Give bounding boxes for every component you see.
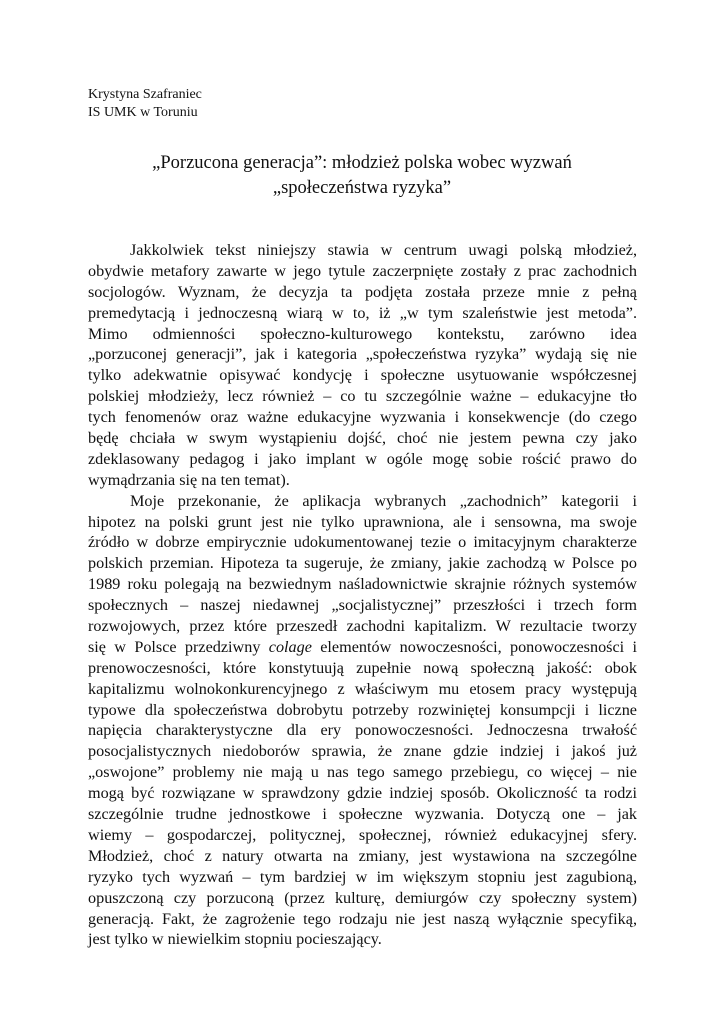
text-line: zdeklasowany pedagog i jako implant w ogóle mogę sobie rościć prawo do [88, 449, 637, 468]
text-line: Mimo odmienności społeczno-kulturowego kontekstu, zarówno idea [88, 324, 637, 343]
text-line: prenowoczesności, które konstytuują zupełnie nową społeczną jakość: obok [88, 658, 637, 677]
text-line: wymądrzania się na ten temat). [88, 470, 290, 489]
title-line-1: „Porzucona generacja”: młodzież polska wobec wyzwań [152, 153, 572, 173]
text-line: tylko adekwatnie opisywać kondycję i społeczne usytuowanie współczesnej [88, 366, 637, 385]
text-line: premedytacją i jednoczesną wiarą w to, iż „w tym szaleństwie jest metoda”. [88, 303, 637, 322]
text-line: Jakkolwiek tekst niniejszy stawia w centrum uwagi polską młodzież, [130, 241, 637, 259]
text-line-with-italic: się w Polsce przedziwny colage elementów nowoczesności, ponowoczesności i [88, 637, 637, 656]
text-line: „oswojone” problemy nie mają u nas tego samego przebiegu, co więcej – nie [88, 763, 637, 782]
text-line: typowe dla społeczeństwa dobrobytu potrzeby rozwiniętej konsumpcji i liczne [88, 700, 637, 719]
text-line: tych fenomenów oraz ważne edukacyjne wyzwania i konsekwencje (do czego [88, 408, 637, 427]
text-line: źródło w dobrze empirycznie udokumentowanej tezie o imitacyjnym charakterze [88, 533, 637, 552]
document-body [88, 240, 637, 950]
author-block [88, 86, 202, 122]
text-line: szczególnie trudne jednostkowe i społeczne wyzwania. Dotyczą one – jak [88, 805, 637, 824]
text-line: 1989 roku polegają na bezwiednym naśladownictwie skrajnie różnych systemów [88, 575, 637, 594]
paragraph-1 [88, 240, 637, 491]
text-line: socjologów. Wyznam, że decyzja ta podjęta została przeze mnie z pełną [88, 282, 637, 301]
text-line: Moje przekonanie, że aplikacja wybranych „zachodnich” kategorii i [130, 491, 637, 510]
document-title [88, 151, 636, 201]
text-line: polskiej młodzieży, lecz również – co tu szczególnie ważne – edukacyjne tło [88, 387, 637, 406]
italic-term: colage [268, 637, 312, 656]
text-line: generacją. Fakt, że zagrożenie tego rodzaju nie jest naszą wyłącznie specyfiką, [88, 909, 637, 928]
text-line: ryzyko tych wyzwań – tym bardziej w im większym stopniu jest zagubioną, [88, 867, 637, 886]
text-line: mogą być rozwiązane w sprawdzony gdzie indziej sposób. Okoliczność ta rodzi [88, 784, 637, 803]
text-line: społecznych – naszej niedawnej „socjalistycznej” przeszłości i trzech form [88, 596, 637, 615]
text-line: polskich przemian. Hipoteza ta sugeruje, że zmiany, jakie zachodzą w Polsce po [88, 554, 637, 573]
text-line: posocjalistycznych niedoborów sprawia, że znane gdzie indziej i jakoś już [88, 742, 637, 761]
text-line: obydwie metafory zawarte w jego tytule zaczerpnięte zostały z prac zachodnich [88, 261, 637, 280]
text-line: „porzuconej generacji”, jak i kategoria „społeczeństwa ryzyka” wydają się nie [88, 345, 637, 364]
title-line-2: „społeczeństwa ryzyka” [272, 178, 452, 198]
text-line: będę chciała w swym wystąpieniu dojść, choć nie jestem pewna czy jako [88, 429, 637, 448]
author-affiliation: IS UMK w Toruniu [88, 105, 198, 120]
paragraph-2 [88, 491, 637, 951]
text-line: kapitalizmu wolnokonkurencyjnego z właściwym mu etosem pracy występują [88, 679, 637, 698]
text-line: napięcia charakterystyczne dla ery ponowoczesności. Jednoczesna trwałość [88, 721, 637, 740]
text-line: opuszczoną czy porzuconą (przez kulturę, demiurgów czy społeczny system) [88, 888, 637, 907]
text-line: jest tylko w niewielkim stopniu pocieszający. [88, 930, 382, 949]
text-line: Młodzież, choć z natury otwarta na zmiany, jest wystawiona na szczególne [88, 846, 637, 865]
text-line: wiemy – gospodarczej, politycznej, społecznej, również edukacyjnej sfery. [88, 825, 637, 844]
author-name: Krystyna Szafraniec [88, 87, 202, 102]
text-line: hipotez na polski grunt jest nie tylko uprawniona, ale i sensowna, ma swoje [88, 512, 637, 531]
text-line: rozwojowych, przez które przeszedł zachodni kapitalizm. W rezultacie tworzy [88, 617, 637, 636]
